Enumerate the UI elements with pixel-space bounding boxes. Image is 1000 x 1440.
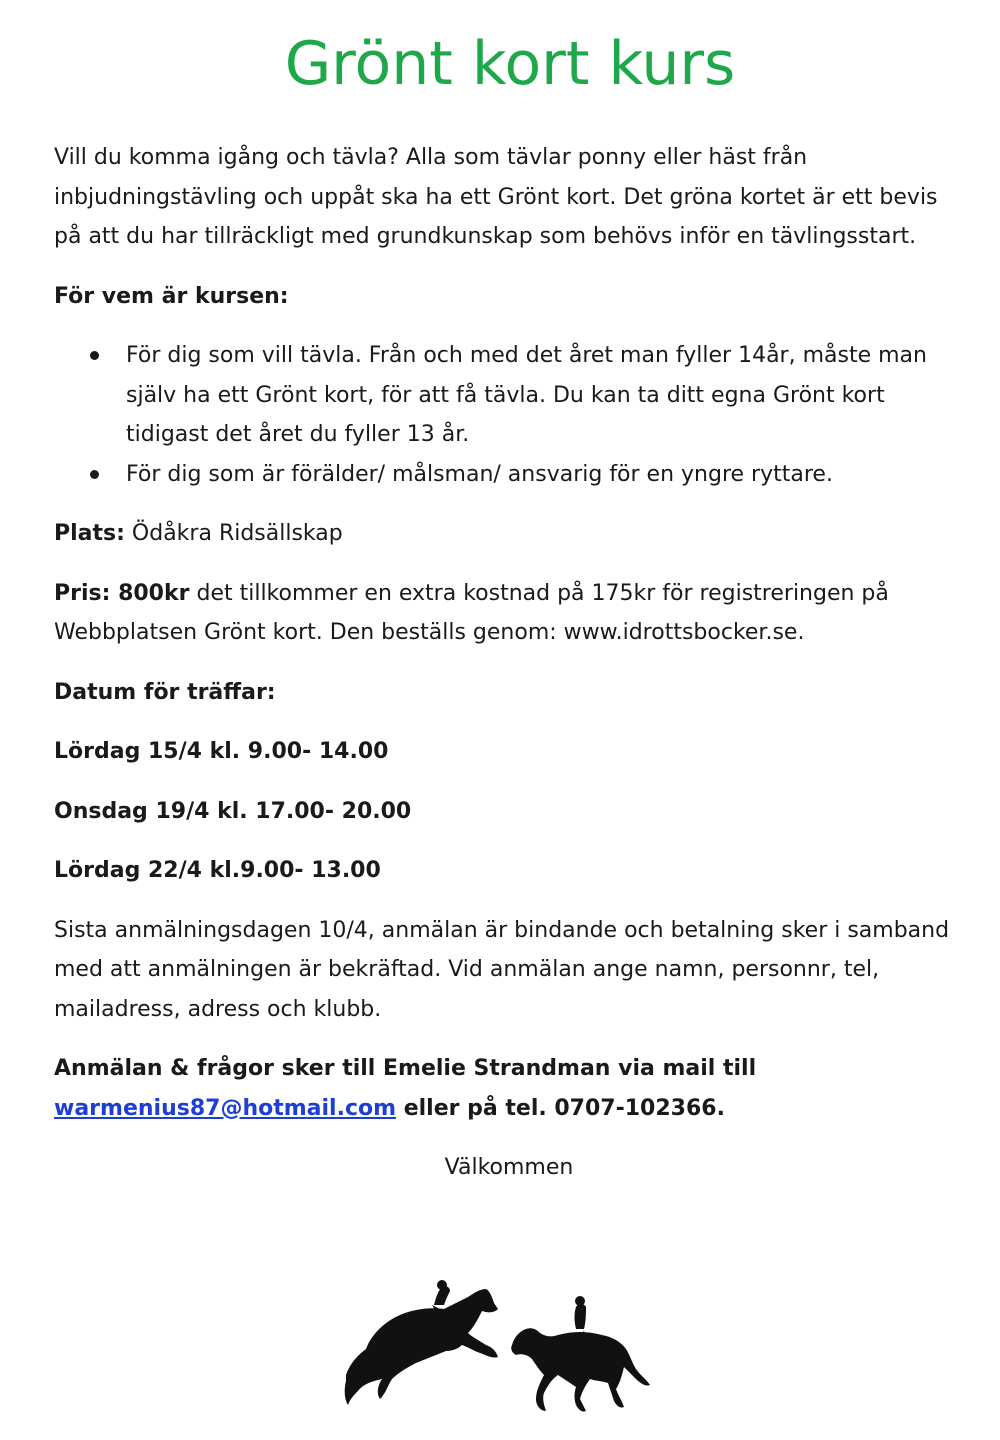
deadline-paragraph: Sista anmälningsdagen 10/4, anmälan är bindande och betalning sker i samband med att anmälningen är bekräftad. Vid anmälan ange namn, personnr, tel, mailadress, adress och klubb.: [54, 917, 950, 1022]
date-line: Lördag 22/4 kl.9.00- 13.00: [54, 858, 381, 883]
price-label: Pris: 800kr: [54, 580, 190, 606]
contact-paragraph: [54, 1049, 964, 1128]
date-line: Onsdag 19/4 kl. 17.00- 20.00: [54, 798, 412, 824]
intro-paragraph: Vill du komma igång och tävla? Alla som tävlar ponny eller häst från inbjudningstävling och uppåt ska ha ett Grönt kort. Det gröna kortet är ett bevis på att du har tillräckligt med grundkunskap som behövs inför en tävlingsstart.: [54, 145, 938, 249]
bullet-icon: [90, 470, 99, 479]
list-item: [54, 336, 964, 455]
location-line: [54, 514, 964, 554]
location-value: Ödåkra Ridsällskap: [124, 521, 343, 546]
jumping-horse-icon: [345, 1280, 498, 1405]
location-label: Plats:: [54, 521, 125, 546]
welcome-text: Välkommen: [444, 1155, 574, 1180]
bullet-icon: [90, 351, 99, 360]
page-title: Grönt kort kurs: [284, 29, 736, 99]
audience-item-text: För dig som är förälder/ målsman/ ansvarig för en yngre ryttare.: [126, 461, 833, 487]
price-line: [54, 574, 964, 653]
price-value: det tillkommer en extra kostnad på 175kr för registreringen på Webbplatsen Grönt kort. Den beställs genom: www.idrottsbocker.se.: [54, 580, 889, 645]
email-link[interactable]: warmenius87@hotmail.com: [54, 1095, 397, 1121]
list-item: [54, 455, 964, 495]
dates-heading: Datum för träffar:: [54, 679, 276, 705]
flyer-content: [54, 138, 964, 1208]
horses-riders-icon: [336, 1275, 656, 1420]
trotting-horse-icon: [511, 1296, 650, 1412]
date-line: Lördag 15/4 kl. 9.00- 14.00: [54, 739, 389, 764]
contact-suffix: eller på tel. 0707-102366.: [396, 1095, 725, 1121]
audience-item-text: För dig som vill tävla. Från och med det året man fyller 14år, måste man själv ha ett Grönt kort, för att få tävla. Du kan ta ditt egna Grönt kort tidigast det året du fyller 13 år.: [126, 343, 927, 447]
contact-prefix: Anmälan & frågor sker till Emelie Strandman via mail till: [54, 1056, 757, 1081]
audience-list: [54, 336, 964, 494]
audience-heading: För vem är kursen:: [54, 283, 289, 309]
